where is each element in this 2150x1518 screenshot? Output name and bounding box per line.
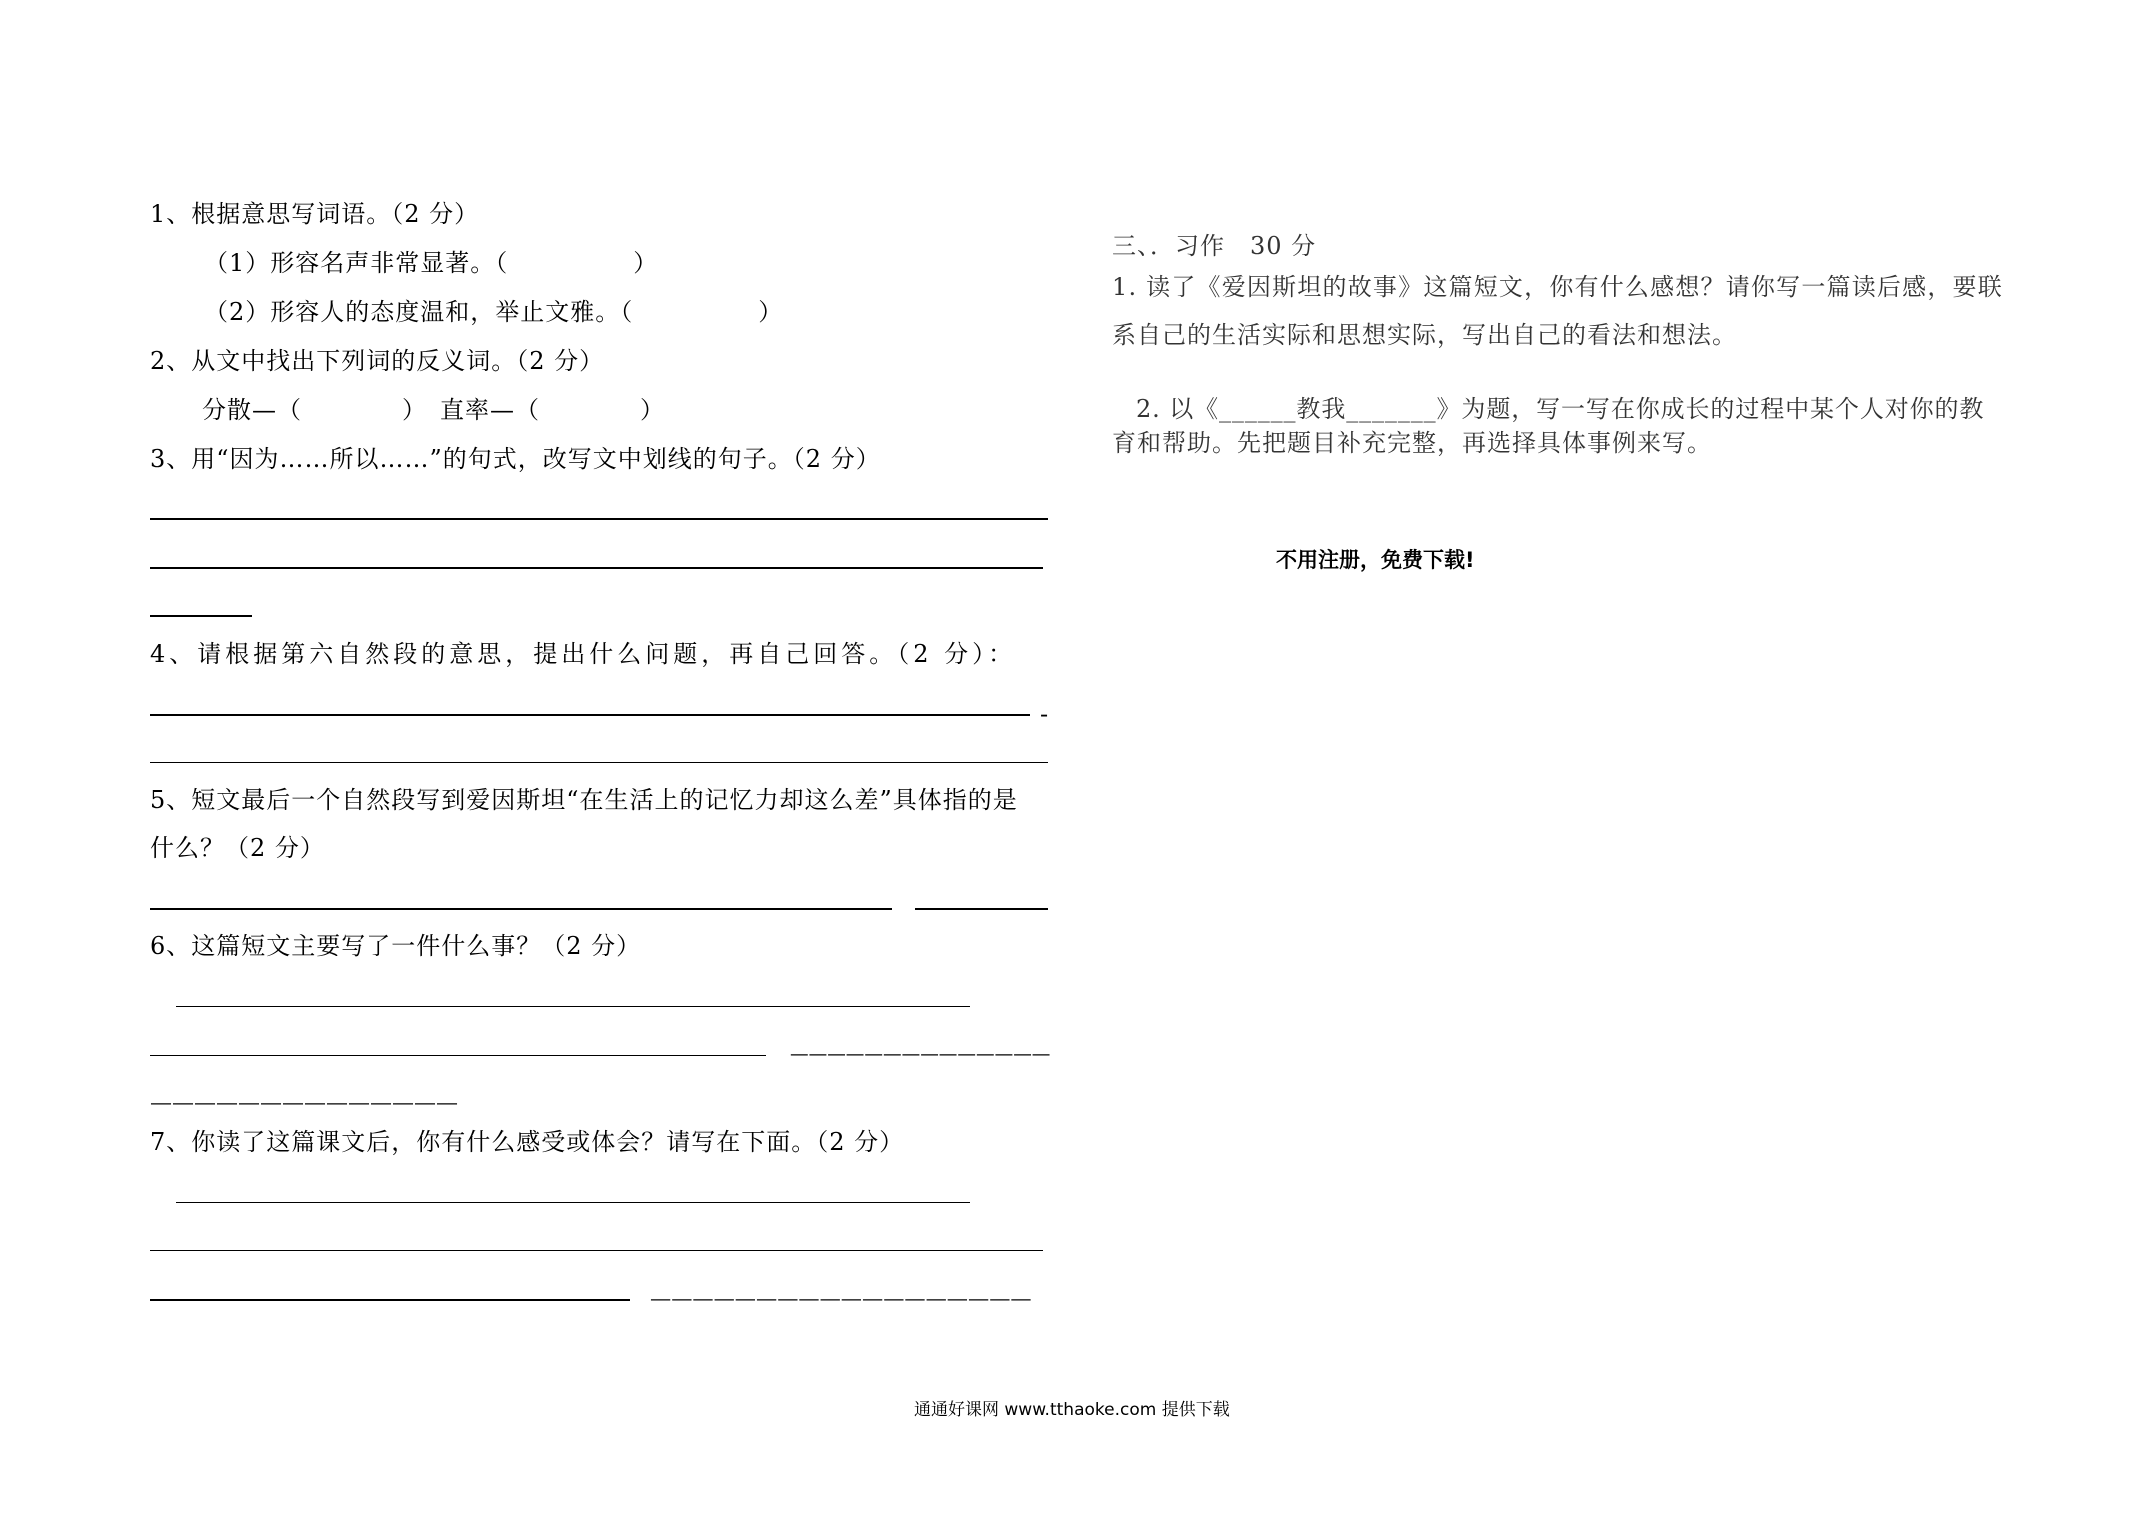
q7-answer-line-2[interactable] <box>150 1250 1043 1251</box>
q5-answer-line-2[interactable] <box>915 908 1048 910</box>
q3-answer-line-2[interactable] <box>150 567 1043 569</box>
q4-title: 4、请根据第六自然段的意思，提出什么问题，再自己回答。（2 分）： <box>150 640 1017 668</box>
q6-dash-run-b: —————————————— <box>150 1090 458 1114</box>
q6-title: 6、这篇短文主要写了一件什么事？（2 分） <box>150 932 642 960</box>
q2-pair: 分散—（ ） 直率—（ ） <box>202 396 665 424</box>
q7-dash-run: —————————————————— <box>650 1286 1032 1310</box>
q7-answer-line-3[interactable] <box>150 1299 630 1301</box>
q4-answer-line-2[interactable] <box>150 762 1048 763</box>
q1-item-1: （1）形容名声非常显著。（ ） <box>204 249 659 277</box>
footer-source: 通通好课网 www.tthaoke.com 提供下载 <box>914 1400 1230 1420</box>
writing-section-title: 三、．习作 30 分 <box>1112 232 1317 260</box>
q1-item-2: （2）形容人的态度温和，举止文雅。（ ） <box>204 298 784 326</box>
writing-prompt-2-line-1: 2. 以《______教我_______》为题，写一写在你成长的过程中某个人对你的教 <box>1136 395 1985 423</box>
free-download-notice: 不用注册，免费下载! <box>1276 548 1475 572</box>
q3-answer-line-3[interactable] <box>150 615 252 617</box>
writing-prompt-1-line-2: 系自己的生活实际和思想实际，写出自己的看法和想法。 <box>1112 321 1737 349</box>
q4-trailing-dash: - <box>1040 700 1050 728</box>
q4-answer-line-1[interactable] <box>150 714 1030 716</box>
q3-title: 3、用“因为……所以……”的句式，改写文中划线的句子。（2 分） <box>150 445 881 473</box>
writing-prompt-2-line-2: 育和帮助。先把题目补充完整，再选择具体事例来写。 <box>1112 429 1712 457</box>
q7-answer-line-1[interactable] <box>176 1202 970 1203</box>
writing-prompt-1-line-1: 1. 读了《爱因斯坦的故事》这篇短文，你有什么感想？请你写一篇读后感，要联 <box>1112 273 2003 301</box>
q1-title: 1、根据意思写词语。（2 分） <box>150 200 480 228</box>
q6-answer-line-1[interactable] <box>176 1006 970 1007</box>
q2-title: 2、从文中找出下列词的反义词。（2 分） <box>150 347 605 375</box>
q5-answer-line-1[interactable] <box>150 908 892 910</box>
q5-line-2: 什么？（2 分） <box>150 834 325 862</box>
q3-answer-line-1[interactable] <box>150 518 1048 520</box>
q7-title: 7、你读了这篇课文后，你有什么感受或体会？请写在下面。（2 分） <box>150 1128 905 1156</box>
q6-dash-run-a: —————————————— <box>790 1041 1051 1065</box>
q5-line-1: 5、短文最后一个自然段写到爱因斯坦“在生活上的记忆力却这么差”具体指的是 <box>150 786 1018 814</box>
q6-answer-line-2[interactable] <box>150 1055 766 1056</box>
